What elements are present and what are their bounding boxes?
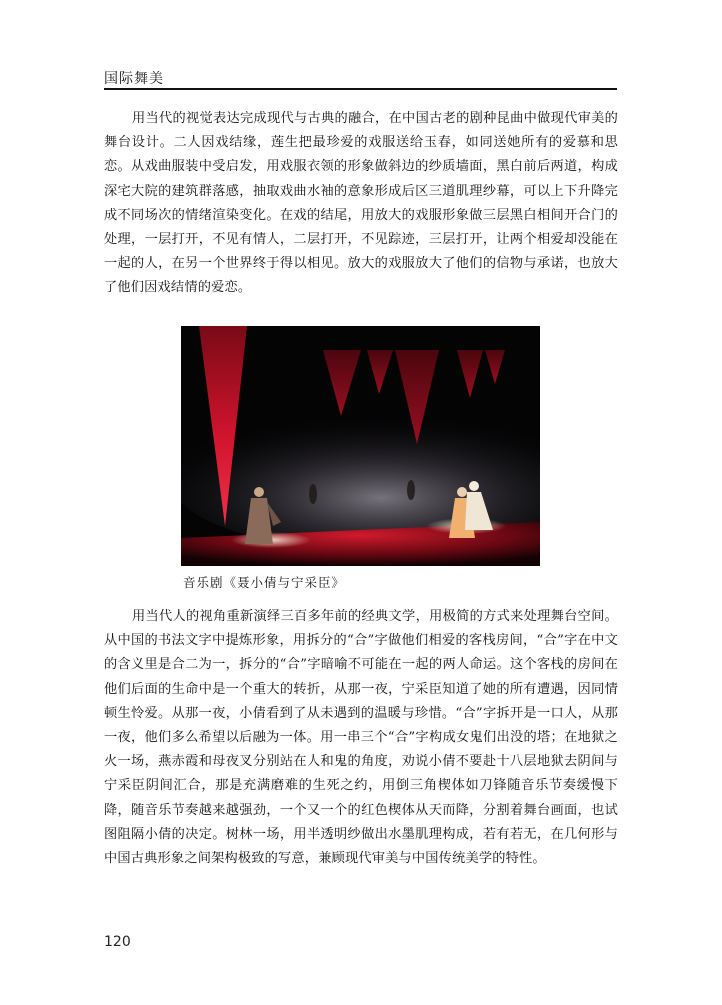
header-rule [104,88,617,90]
figure-caption: 音乐剧《聂小倩与宁采臣》 [183,575,346,590]
stage-photo-illustration [181,326,540,566]
stage-photo [181,326,540,566]
body-paragraph-1: 用当代的视觉表达完成现代与古典的融合，在中国古老的剧种昆曲中做现代审美的舞台设计。二人因戏结缘，莲生把最珍爱的戏服送给玉春，如同送她所有的爱慕和思恋。从戏曲服装中受启发，用戏服衣领的形象做斜边的纱质墙面，黑白前后两道，构成深宅大院的建筑群落感，抽取戏曲水袖的意象形成后区三道肌理纱幕，可以上下升降完成不同场次的情绪渲染变化。在戏的结尾，用放大的戏服形象做三层黑白相间开合门的处理，一层打开，不见有情人，二层打开，不见踪迹，三层打开，让两个相爱却没能在一起的人，在另一个世界终于得以相见。放大的戏服放大了他们的信物与承诺，也放大了他们因戏结情的爱恋。 [104,111,618,296]
running-head-title: 国际舞美 [104,71,164,87]
body-paragraph-2: 用当代人的视角重新演绎三百多年前的经典文学，用极简的方式来处理舞台空间。从中国的书法文字中提炼形象，用拆分的“合”字做他们相爱的客栈房间，“合”字在中文的含义里是合二为一，拆分的“合”字暗喻不可能在一起的两人命运。这个客栈的房间在他们后面的生命中是一个重大的转折，从那一夜，宁采臣知道了她的所有遭遇，因同情顿生怜爱。从那一夜，小倩看到了从未遇到的温暖与珍惜。“合”字拆开是一口人，从那一夜，他们多么希望以后融为一体。用一串三个“合”字构成女鬼们出没的塔；在地狱之火一场，燕赤霞和母夜叉分别站在人和鬼的角度，劝说小倩不要赴十八层地狱去阴间与宁采臣阴间汇合，那是充满磨难的生死之约，用倒三角楔体如刀锋随音乐节奏缓慢下降，随音乐节奏越来越强劲，一个又一个的红色楔体从天而降，分割着舞台画面，也试图阻隔小倩的决定。树林一场，用半透明纱做出水墨肌理构成，若有若无，在几何形与中国古典形象之间架构极致的写意，兼顾现代审美与中国传统美学的特性。 [104,609,618,867]
page-number: 120 [104,934,131,950]
